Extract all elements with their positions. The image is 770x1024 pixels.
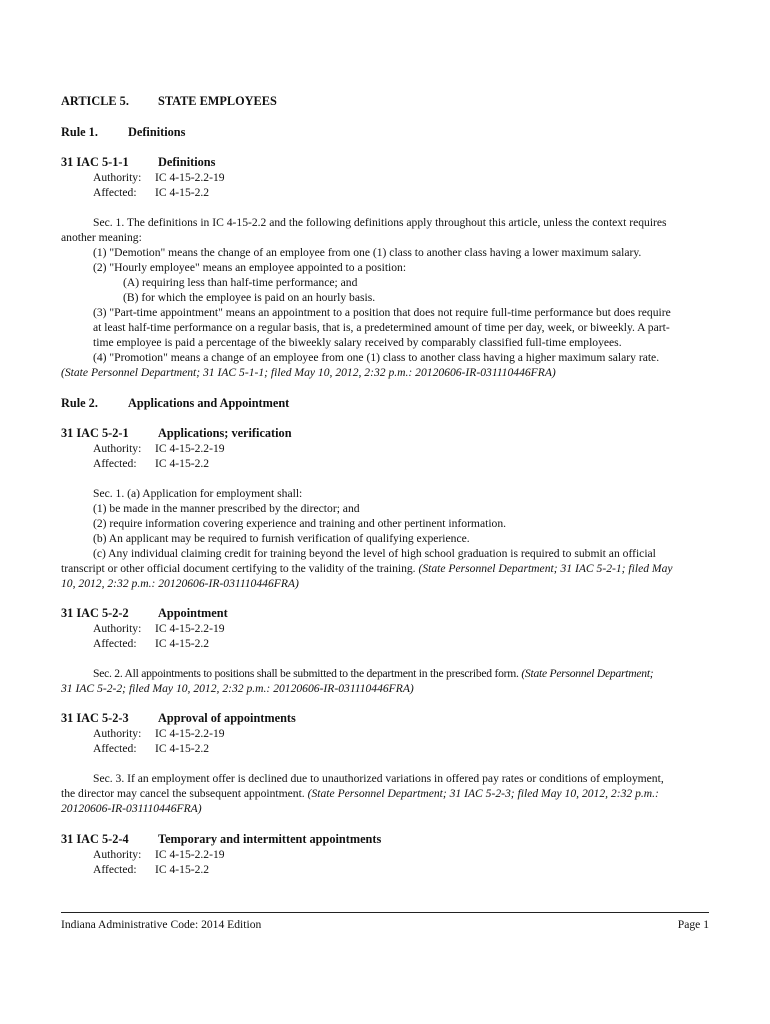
history-note: (State Personnel Department; 31 IAC 5-1-1; filed May 10, 2012, 2:32 p.m.: 20120606-IR-031110446FRA) xyxy=(61,366,556,379)
definition-item: (1) "Demotion" means the change of an employee from one (1) class to another class having a lower maximum salary. xyxy=(93,246,642,259)
paragraph-line xyxy=(93,666,653,681)
article-title: STATE EMPLOYEES xyxy=(158,94,277,108)
affected-line xyxy=(93,636,209,651)
paragraph-line xyxy=(61,561,673,576)
history-note: (State Personnel Department; xyxy=(521,667,654,680)
section-title: Applications; verification xyxy=(158,426,292,440)
section-heading xyxy=(61,832,381,847)
definition-item: (4) "Promotion" means a change of an employee from one (1) class to another class having a higher maximum salary rate. xyxy=(93,351,660,364)
authority-value: IC 4-15-2.2-19 xyxy=(155,442,225,455)
section-number: 31 IAC 5-1-1 xyxy=(61,155,129,169)
section-heading xyxy=(61,426,292,441)
paragraph-line: Sec. 3. If an employment offer is declined due to unauthorized variations in offered pay rates or conditions of employment, xyxy=(93,772,664,785)
definition-item: (3) "Part-time appointment" means an appointment to a position that does not require full-time performance but does require xyxy=(93,306,671,319)
history-note: 10, 2012, 2:32 p.m.: 20120606-IR-031110446FRA) xyxy=(61,577,299,590)
affected-label: Affected: xyxy=(93,186,137,199)
history-note: 20120606-IR-031110446FRA) xyxy=(61,802,202,815)
section-title: Temporary and intermittent appointments xyxy=(158,832,382,846)
paragraph-line: Sec. 1. (a) Application for employment shall: xyxy=(93,487,303,500)
authority-value: IC 4-15-2.2-19 xyxy=(155,727,225,740)
paragraph-line: (b) An applicant may be required to furnish verification of qualifying experience. xyxy=(93,532,470,545)
authority-value: IC 4-15-2.2-19 xyxy=(155,622,225,635)
affected-value: IC 4-15-2.2 xyxy=(155,457,210,470)
paragraph-text: Sec. 2. All appointments to positions shall be submitted to the department in the prescribed form. xyxy=(93,667,519,680)
section-number: 31 IAC 5-2-2 xyxy=(61,606,129,620)
section-title: Definitions xyxy=(158,155,216,169)
section-number: 31 IAC 5-2-1 xyxy=(61,426,129,440)
page-footer xyxy=(61,917,709,932)
authority-line xyxy=(93,621,225,636)
article-number: ARTICLE 5. xyxy=(61,94,129,108)
authority-line xyxy=(93,170,225,185)
paragraph-text: the director may cancel the subsequent appointment. xyxy=(61,787,305,800)
rule-heading xyxy=(61,125,185,140)
section-number: 31 IAC 5-2-4 xyxy=(61,832,129,846)
list-item: (1) be made in the manner prescribed by the director; and xyxy=(93,502,360,515)
affected-line xyxy=(93,862,209,877)
affected-label: Affected: xyxy=(93,637,137,650)
affected-value: IC 4-15-2.2 xyxy=(155,637,210,650)
definition-subitem: (A) requiring less than half-time performance; and xyxy=(123,276,358,289)
section-title: Approval of appointments xyxy=(158,711,296,725)
authority-label: Authority: xyxy=(93,622,142,635)
authority-value: IC 4-15-2.2-19 xyxy=(155,171,225,184)
paragraph-line: Sec. 1. The definitions in IC 4-15-2.2 and the following definitions apply throughout this article, unless the context requires xyxy=(93,216,667,229)
section-heading xyxy=(61,711,296,726)
affected-value: IC 4-15-2.2 xyxy=(155,742,210,755)
history-note: 31 IAC 5-2-2; filed May 10, 2012, 2:32 p.m.: 20120606-IR-031110446FRA) xyxy=(61,682,414,695)
footer-divider xyxy=(61,912,709,913)
rule-number: Rule 1. xyxy=(61,125,98,139)
section-number: 31 IAC 5-2-3 xyxy=(61,711,129,725)
article-heading xyxy=(61,94,277,109)
definition-item-cont: at least half-time performance on a regular basis, that is, a predetermined amount of time per day, week, or biweekly. A part- xyxy=(93,321,670,334)
authority-label: Authority: xyxy=(93,848,142,861)
definition-item-cont: time employee is paid a percentage of the biweekly salary received by comparably classified full-time employees. xyxy=(93,336,622,349)
authority-value: IC 4-15-2.2-19 xyxy=(155,848,225,861)
section-heading xyxy=(61,155,215,170)
rule-title: Applications and Appointment xyxy=(128,396,290,410)
section-heading xyxy=(61,606,228,621)
affected-line xyxy=(93,456,209,471)
authority-line xyxy=(93,726,225,741)
footer-edition: Indiana Administrative Code: 2014 Edition xyxy=(61,918,262,931)
affected-value: IC 4-15-2.2 xyxy=(155,863,210,876)
history-note: (State Personnel Department; 31 IAC 5-2-3; filed May 10, 2012, 2:32 p.m.: xyxy=(307,787,659,800)
authority-line xyxy=(93,847,225,862)
rule-number: Rule 2. xyxy=(61,396,98,410)
definition-item: (2) "Hourly employee" means an employee appointed to a position: xyxy=(93,261,407,274)
history-note: (State Personnel Department; 31 IAC 5-2-1; filed May xyxy=(418,562,673,575)
rule-heading xyxy=(61,396,289,411)
rule-title: Definitions xyxy=(128,125,186,139)
paragraph-line xyxy=(61,786,659,801)
affected-label: Affected: xyxy=(93,742,137,755)
authority-label: Authority: xyxy=(93,727,142,740)
affected-line xyxy=(93,741,209,756)
authority-label: Authority: xyxy=(93,442,142,455)
paragraph-text: transcript or other official document certifying to the validity of the training. xyxy=(61,562,416,575)
affected-label: Affected: xyxy=(93,863,137,876)
page-number: Page 1 xyxy=(677,918,709,931)
authority-label: Authority: xyxy=(93,171,142,184)
affected-label: Affected: xyxy=(93,457,137,470)
affected-line xyxy=(93,185,209,200)
list-item: (2) require information covering experience and training and other pertinent information. xyxy=(93,517,507,530)
paragraph-line: (c) Any individual claiming credit for training beyond the level of high school graduation is required to submit an official xyxy=(93,547,656,560)
affected-value: IC 4-15-2.2 xyxy=(155,186,210,199)
paragraph-line: another meaning: xyxy=(61,231,142,244)
section-title: Appointment xyxy=(158,606,228,620)
authority-line xyxy=(93,441,225,456)
definition-subitem: (B) for which the employee is paid on an hourly basis. xyxy=(123,291,376,304)
